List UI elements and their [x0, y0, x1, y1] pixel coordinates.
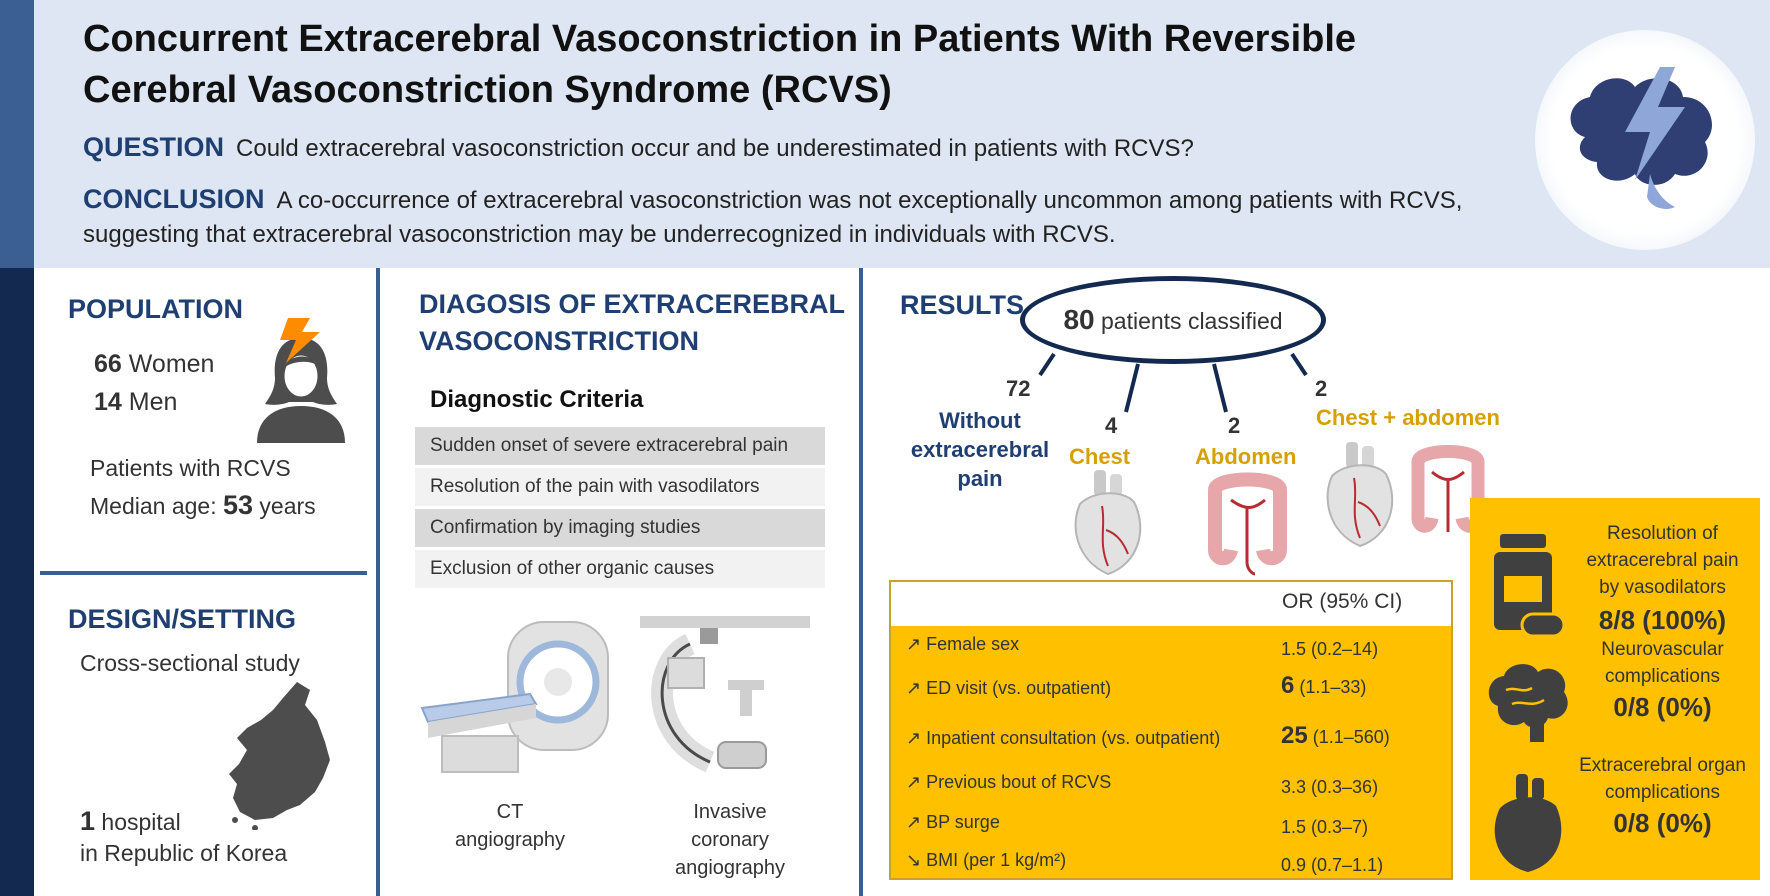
- outcomes-panel: [1470, 498, 1760, 880]
- group-count-chest-abdomen: 2: [1315, 376, 1328, 401]
- left-accent-strip-bottom: [0, 268, 34, 896]
- women-line: [94, 350, 214, 379]
- men-line: [94, 388, 177, 417]
- outcome-resolution-value: 8/8 (100%): [1598, 605, 1727, 635]
- ct-scanner-icon: [420, 618, 620, 778]
- table-row: [906, 812, 1446, 837]
- conclusion-text: A co-occurrence of extracerebral vasoconstriction was not exceptionally uncommon among patients with RCVS, suggesting that extracerebral vasoconstriction may be underrecognized in individuals with RCVS.: [83, 187, 1463, 248]
- page-title: Concurrent Extracerebral Vasoconstriction in Patients With Reversible Cerebral Vasoconstriction Syndrome (RCVS): [83, 18, 1357, 111]
- heart-icon: [1068, 470, 1148, 578]
- total-count: 80: [1063, 304, 1095, 335]
- row-label: BP surge: [926, 812, 1000, 832]
- criteria-title: Diagnostic Criteria: [430, 386, 644, 413]
- branch-lines: [1030, 350, 1320, 420]
- group-label-without-line2: extracerebral: [910, 437, 1050, 462]
- outcome-resolution-line2: extracerebral pain: [1586, 550, 1739, 571]
- study-type: Cross-sectional study: [80, 650, 300, 676]
- or-main-value: 6: [1281, 672, 1295, 699]
- criterion-item: Exclusion of other organic causes: [415, 550, 825, 588]
- row-label: Female sex: [926, 634, 1020, 654]
- heart-icon-combined: [1320, 442, 1400, 550]
- question-row: [83, 132, 1194, 163]
- intestine-icon: [1205, 470, 1290, 578]
- total-label: patients classified: [1101, 308, 1283, 334]
- median-age-unit: years: [259, 493, 316, 519]
- table-row: [906, 634, 1446, 659]
- outcome-extracerebral-line2: complications: [1604, 782, 1721, 803]
- group-label-abdomen: Abdomen: [1195, 444, 1297, 469]
- population-heading: POPULATION: [68, 294, 243, 324]
- hospital-location: in Republic of Korea: [80, 840, 288, 866]
- table-row: [906, 672, 1446, 699]
- group-count-without: 72: [1006, 376, 1031, 401]
- row-label: Inpatient consultation (vs. outpatient): [926, 728, 1221, 748]
- conclusion-label: CONCLUSION: [83, 184, 265, 214]
- criterion-item: Confirmation by imaging studies: [415, 509, 825, 547]
- median-age-value: 53: [222, 490, 254, 520]
- ct-angiography-caption: [435, 798, 585, 854]
- median-age-line: [90, 490, 316, 521]
- outcome-neurovascular-value: 0/8 (0%): [1613, 692, 1712, 722]
- conclusion-row: [83, 182, 1523, 252]
- lightning-bolt-icon: [278, 318, 323, 363]
- group-label-chest-abdomen: Chest + abdomen: [1316, 405, 1500, 430]
- patients-label: Patients with RCVS: [90, 455, 291, 481]
- criterion-item: Sudden onset of severe extracerebral pain: [415, 427, 825, 465]
- brain-lightning-icon: [1555, 62, 1735, 222]
- heart-organ-icon: [1488, 774, 1568, 874]
- or-ci-value: 1.5 (0.2–14): [1281, 639, 1379, 659]
- women-count: 66: [94, 350, 122, 378]
- outcome-extracerebral-value: 0/8 (0%): [1613, 808, 1712, 838]
- left-accent-strip-top: [0, 0, 34, 268]
- criterion-item: Resolution of the pain with vasodilators: [415, 468, 825, 506]
- trend-arrow-icon: ↗: [906, 728, 922, 748]
- outcome-extracerebral-line1: Extracerebral organ: [1579, 755, 1746, 776]
- or-main-value: 25: [1281, 722, 1308, 749]
- trend-arrow-icon: ↘: [906, 850, 922, 870]
- hospital-count: 1: [80, 806, 96, 836]
- inv-caption-line1: Invasive: [693, 801, 767, 823]
- inv-caption-line3: angiography: [674, 857, 786, 879]
- outcome-resolution-line1: Resolution of: [1607, 523, 1718, 544]
- men-label: Men: [128, 388, 178, 416]
- group-count-chest: 4: [1105, 413, 1118, 438]
- question-text: Could extracerebral vasoconstriction occur and be underestimated in patients with RCVS?: [236, 135, 1194, 162]
- trend-arrow-icon: ↗: [906, 812, 922, 832]
- korea-map-icon: [225, 680, 335, 830]
- outcome-extracerebral: [1565, 752, 1760, 837]
- or-ci-value: 0.9 (0.7–1.1): [1281, 855, 1384, 875]
- divider-2: [859, 268, 863, 896]
- invasive-angiography-caption: [655, 798, 805, 882]
- diagnosis-heading: [419, 286, 845, 360]
- diagnosis-heading-line2: VASOCONSTRICTION: [419, 326, 700, 356]
- women-label: Women: [128, 350, 215, 378]
- row-label: Previous bout of RCVS: [926, 772, 1112, 792]
- inv-caption-line2: coronary: [691, 829, 769, 851]
- outcome-neurovascular-line1: Neurovascular: [1601, 639, 1724, 660]
- or-ci-value: (1.1–560): [1312, 727, 1390, 747]
- trend-arrow-icon: ↗: [906, 678, 922, 698]
- brain-icon: [1482, 660, 1572, 744]
- group-label-without-line3: pain: [957, 466, 1003, 491]
- hospital-label: hospital: [101, 809, 181, 835]
- results-heading: RESULTS: [900, 290, 1025, 320]
- outcome-resolution: [1565, 520, 1760, 634]
- ct-caption-line2: angiography: [454, 829, 566, 851]
- medicine-bottle-icon: [1492, 534, 1566, 638]
- hospital-line: [80, 806, 181, 837]
- group-label-without-line1: Without: [939, 408, 1021, 433]
- group-count-abdomen: 2: [1228, 413, 1241, 438]
- divider-1: [376, 268, 380, 896]
- outcome-neurovascular-line2: complications: [1604, 666, 1721, 687]
- table-row: [906, 722, 1446, 749]
- angiography-machine-icon: [640, 612, 815, 782]
- row-label: ED visit (vs. outpatient): [926, 678, 1112, 698]
- question-label: QUESTION: [83, 132, 225, 162]
- table-row: [906, 772, 1446, 797]
- ct-caption-line1: CT: [496, 801, 524, 823]
- or-header-label: OR (95% CI): [1282, 590, 1403, 613]
- or-ci-value: 1.5 (0.3–7): [1281, 817, 1369, 837]
- trend-arrow-icon: ↗: [906, 772, 922, 792]
- design-heading: DESIGN/SETTING: [68, 604, 297, 634]
- divider-population: [40, 571, 367, 575]
- median-age-label: Median age:: [90, 493, 217, 519]
- trend-arrow-icon: ↗: [906, 634, 922, 654]
- or-ci-value: (1.1–33): [1299, 677, 1367, 697]
- group-label-without: [900, 406, 1060, 493]
- men-count: 14: [94, 388, 122, 416]
- row-label: BMI (per 1 kg/m²): [926, 850, 1067, 870]
- diagnosis-heading-line1: DIAGOSIS OF EXTRACEREBRAL: [419, 289, 846, 319]
- table-row: [906, 850, 1446, 875]
- group-label-chest: Chest: [1069, 444, 1131, 469]
- outcome-neurovascular: [1565, 636, 1760, 721]
- or-ci-value: 3.3 (0.3–36): [1281, 777, 1379, 797]
- outcome-resolution-line3: by vasodilators: [1599, 577, 1726, 598]
